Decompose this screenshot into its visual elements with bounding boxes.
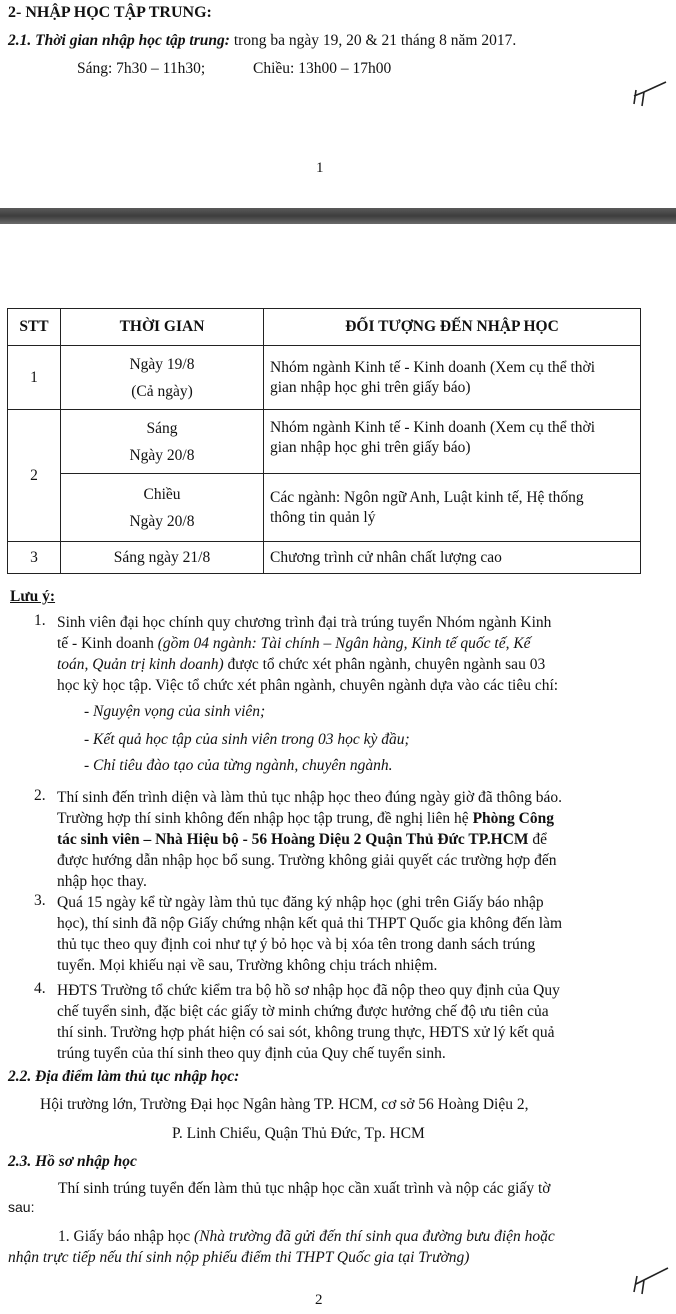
item-2-3-doc-1: [58, 1228, 555, 1246]
item-2-3-doc-1-cont: nhận trực tiếp nếu thí sinh nộp phiếu điểm thi THPT Quốc gia tại Trường): [8, 1249, 470, 1266]
doc-1-label: 1. Giấy báo nhập học: [58, 1228, 195, 1245]
row-time: [61, 346, 264, 410]
item-2-1-label: 2.1. Thời gian nhập học tập trung:: [8, 32, 230, 49]
row-stt: 1: [8, 346, 61, 410]
note-3-number: 3.: [34, 892, 46, 909]
row-target: [264, 346, 641, 410]
time-line-1: Chiều: [143, 485, 181, 503]
section-heading: 2- NHẬP HỌC TẬP TRUNG:: [8, 4, 212, 21]
table-row: [8, 410, 641, 474]
page-separator: [0, 208, 676, 224]
note-4-line-4: trúng tuyển của thí sinh theo quy định của Quy chế tuyển sinh.: [57, 1045, 446, 1062]
time-line-1: Sáng: [146, 419, 178, 437]
table-row: [8, 346, 641, 410]
note-1: [57, 612, 640, 696]
note-1-number: 1.: [34, 612, 46, 629]
criteria-3: - Chỉ tiêu đào tạo của từng ngành, chuyên ngành.: [84, 757, 393, 774]
row-stt: 3: [8, 542, 61, 574]
item-2-3-line-2: sau:: [8, 1199, 35, 1215]
header-stt: STT: [8, 309, 61, 346]
note-4-line-2: chế tuyển sinh, đặc biệt các giấy tờ minh chứng được hưởng chế độ ưu tiên của: [57, 1003, 549, 1020]
table-row: [8, 542, 641, 574]
target-line-1: Nhóm ngành Kinh tế - Kinh doanh (Xem cụ thể thời: [270, 358, 596, 376]
schedule-table: [7, 308, 641, 574]
item-2-2-label: 2.2. Địa điểm làm thủ tục nhập học:: [8, 1068, 240, 1085]
note-2-line-3a: tác sinh viên – Nhà Hiệu bộ - 56 Hoàng Diệu 2 Quận Thủ Đức TP.HCM: [57, 831, 529, 848]
target-line-1: Các ngành: Ngôn ngữ Anh, Luật kinh tế, Hệ thống: [270, 488, 584, 506]
criteria-2: - Kết quả học tập của sinh viên trong 03 học kỳ đầu;: [84, 731, 410, 748]
time-line-1: Ngày 19/8: [129, 355, 195, 373]
note-2-number: 2.: [34, 787, 46, 804]
target-line-2: gian nhập học ghi trên giấy báo): [270, 378, 471, 396]
target-line-2: thông tin quản lý: [270, 508, 376, 526]
header-target: ĐỐI TƯỢNG ĐẾN NHẬP HỌC: [264, 309, 641, 346]
note-3-line-2: học), thí sinh đã nộp Giấy chứng nhận kết quả thi THPT Quốc gia không đến làm: [57, 915, 563, 932]
note-1-line-3a: toán, Quản trị kinh doanh): [57, 656, 224, 673]
row-stt: 2: [8, 410, 61, 542]
note-2-line-5: nhập học thay.: [57, 873, 147, 890]
note-4: [57, 980, 640, 1064]
initials-mark-icon: [630, 80, 670, 110]
row-time: [61, 410, 264, 474]
header-time: THỜI GIAN: [61, 309, 264, 346]
table-row: [8, 474, 641, 542]
row-time: Sáng ngày 21/8: [61, 542, 264, 574]
time-line-2: Ngày 20/8: [129, 446, 195, 464]
note-2-line-2a: Trường hợp thí sinh không đến nhập học tập trung, đề nghị liên hệ: [57, 810, 473, 827]
doc-1-note: (Nhà trường đã gửi đến thí sinh qua đường bưu điện hoặc: [194, 1228, 555, 1245]
page-number-1: 1: [316, 160, 324, 176]
time-line-2: Ngày 20/8: [129, 512, 195, 530]
notes-title: Lưu ý:: [10, 588, 56, 605]
page-number-2: 2: [315, 1292, 323, 1308]
row-target: [264, 474, 641, 542]
morning-time: Sáng: 7h30 – 11h30;: [77, 60, 206, 77]
note-3-line-3: thủ tục theo quy định coi như tự ý bỏ học và bị xóa tên trong danh sách trúng: [57, 936, 536, 953]
criteria-1: - Nguyện vọng của sinh viên;: [84, 703, 266, 720]
target-line-2: gian nhập học ghi trên giấy báo): [270, 439, 471, 456]
target-line-1: Nhóm ngành Kinh tế - Kinh doanh (Xem cụ thể thời: [270, 419, 596, 436]
note-1-line-2: [57, 633, 640, 654]
initials-mark-icon: [628, 1264, 672, 1298]
row-target: [264, 410, 641, 474]
note-2-line-2: [57, 808, 640, 829]
note-3: [57, 892, 640, 976]
note-2-line-3b: để: [528, 831, 548, 848]
row-time: [61, 474, 264, 542]
note-2-line-1: Thí sinh đến trình diện và làm thủ tục nhập học theo đúng ngày giờ đã thông báo.: [57, 789, 562, 806]
note-1-line-4: học kỳ học tập. Việc tổ chức xét phân ngành, chuyên ngành dựa vào các tiêu chí:: [57, 677, 559, 694]
time-line-2: (Cả ngày): [131, 382, 193, 400]
note-3-line-1: Quá 15 ngày kể từ ngày làm thủ tục đăng ký nhập học (ghi trên Giấy báo nhập: [57, 894, 544, 911]
note-1-line-3: [57, 654, 640, 675]
note-2: [57, 787, 640, 892]
note-4-line-1: HĐTS Trường tổ chức kiểm tra bộ hồ sơ nhập học đã nộp theo quy định của Quy: [57, 982, 560, 999]
note-3-line-4: tuyển. Mọi khiếu nại về sau, Trường không chịu trách nhiệm.: [57, 957, 438, 974]
note-1-line-2a: tế - Kinh doanh: [57, 635, 158, 652]
item-2-3-label: 2.3. Hồ sơ nhập học: [8, 1153, 137, 1170]
item-2-2-line-1: Hội trường lớn, Trường Đại học Ngân hàng TP. HCM, cơ sở 56 Hoàng Diệu 2,: [40, 1096, 529, 1113]
note-4-number: 4.: [34, 980, 46, 997]
item-2-1-text: trong ba ngày 19, 20 & 21 tháng 8 năm 2017.: [229, 32, 517, 49]
note-1-line-1: Sinh viên đại học chính quy chương trình đại trà trúng tuyển Nhóm ngành Kinh: [57, 614, 552, 631]
table-header-row: [8, 309, 641, 346]
note-2-line-4: được hướng dẫn nhập học bổ sung. Trường không giải quyết các trường hợp đến: [57, 852, 557, 869]
note-2-line-3: [57, 829, 640, 850]
afternoon-time: Chiều: 13h00 – 17h00: [253, 60, 392, 77]
note-2-line-2b: Phòng Công: [472, 810, 554, 827]
row-target: Chương trình cử nhân chất lượng cao: [264, 542, 641, 574]
note-1-line-2b: (gồm 04 ngành: Tài chính – Ngân hàng, Kinh tế quốc tế, Kế: [157, 635, 531, 652]
item-2-2-line-2: P. Linh Chiểu, Quận Thủ Đức, Tp. HCM: [172, 1125, 425, 1142]
note-1-line-3b: được tổ chức xét phân ngành, chuyên ngành sau 03: [223, 656, 546, 673]
item-2-3-line-1: Thí sinh trúng tuyển đến làm thủ tục nhập học cần xuất trình và nộp các giấy tờ: [58, 1180, 551, 1197]
item-2-1: [8, 32, 516, 50]
note-4-line-3: thí sinh. Trường hợp phát hiện có sai sót, không trung thực, HĐTS xử lý kết quả: [57, 1024, 555, 1041]
